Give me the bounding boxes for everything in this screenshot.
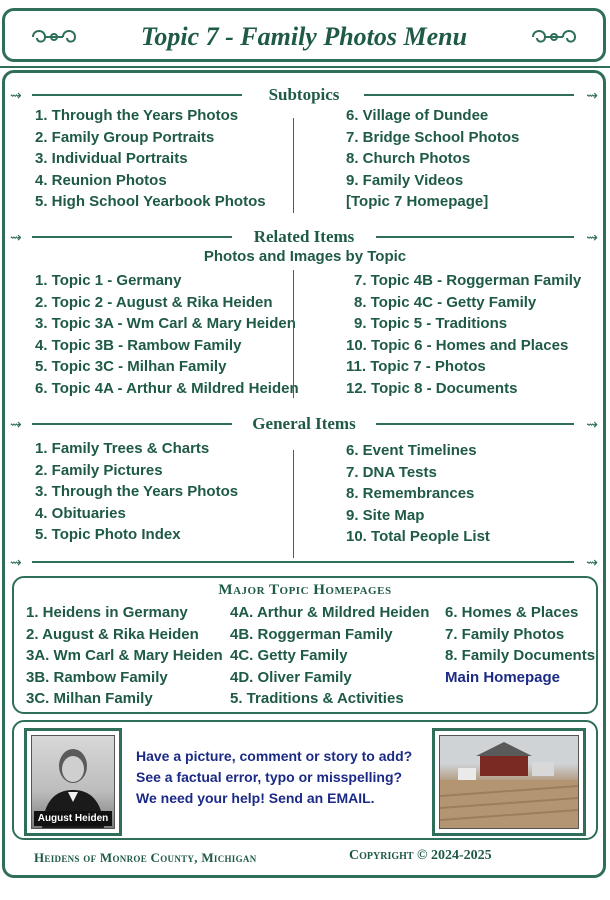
august-heiden-portrait — [24, 728, 122, 836]
title-banner — [2, 8, 606, 62]
topic-photo-link[interactable]: 12. Topic 8 - Documents — [346, 379, 518, 397]
general-link[interactable]: 2. Family Pictures — [35, 461, 163, 479]
major-topic-link[interactable]: 5. Traditions & Activities — [230, 690, 404, 707]
subtopic-link[interactable]: 8. Church Photos — [346, 150, 471, 167]
section-divider — [10, 552, 598, 572]
major-topic-link[interactable]: 3A. Wm Carl & Mary Heiden — [26, 647, 223, 664]
help-line: See a factual error, typo or misspelling? — [136, 769, 403, 785]
subtopic-link[interactable]: 9. Family Videos — [346, 171, 464, 189]
copyright: Copyright © 2024-2025 — [349, 848, 492, 863]
subtopics-left-list — [35, 105, 266, 213]
related-items-label: Related Items — [253, 227, 355, 246]
general-link[interactable]: 10. Total People List — [346, 528, 490, 545]
subtopics-right-list — [346, 105, 519, 213]
general-link[interactable]: 1. Family Trees & Charts — [35, 440, 210, 457]
topic-photo-link[interactable]: 9. Topic 5 - Traditions — [354, 315, 508, 332]
subtopic-link[interactable]: 1. Through the Years Photos — [35, 107, 239, 124]
topic-photo-link[interactable]: 7. Topic 4B - Roggerman Family — [354, 272, 582, 289]
topic-photo-link[interactable]: 11. Topic 7 - Photos — [346, 358, 486, 375]
major-topic-link[interactable]: 4C. Getty Family — [230, 647, 348, 664]
major-topic-link[interactable]: 8. Family Documents — [445, 647, 596, 664]
column-divider — [293, 450, 294, 558]
major-topic-link[interactable]: 3B. Rambow Family — [26, 668, 168, 686]
header-rule — [364, 94, 574, 96]
major-topic-link[interactable]: 4A. Arthur & Mildred Heiden — [230, 604, 430, 621]
topic-photo-link[interactable]: 3. Topic 3A - Wm Carl & Mary Heiden — [35, 315, 296, 332]
general-items-header — [10, 414, 598, 434]
arrow-left-icon: ⇝ — [10, 416, 22, 432]
general-link[interactable]: 5. Topic Photo Index — [35, 526, 181, 543]
major-topic-link[interactable]: 6. Homes & Places — [445, 604, 579, 621]
subtopic-link[interactable]: 7. Bridge School Photos — [346, 128, 520, 146]
topic-photo-link[interactable]: 5. Topic 3C - Milhan Family — [35, 358, 227, 375]
related-left-list — [35, 270, 299, 399]
subtopic-link[interactable]: 6. Village of Dundee — [346, 107, 489, 124]
subtopic-link[interactable]: 3. Individual Portraits — [35, 150, 188, 167]
topic7-homepage-link[interactable]: [Topic 7 Homepage] — [346, 193, 489, 210]
contribute-message — [136, 746, 412, 809]
arrow-left-icon: ⇝ — [10, 87, 22, 103]
header-divider — [0, 66, 610, 68]
subtopic-link[interactable]: 4. Reunion Photos — [35, 171, 167, 189]
topic-photo-link[interactable]: 2. Topic 2 - August & Rika Heiden — [35, 293, 273, 311]
related-subheading: Photos and Images by Topic — [203, 248, 407, 265]
arrow-right-icon: ⇝ — [586, 229, 598, 245]
major-col-2 — [230, 602, 429, 710]
right-scroll-ornament-icon — [529, 25, 579, 49]
major-topics-title: Major Topic Homepages — [218, 582, 392, 598]
topic-photo-link[interactable]: 6. Topic 4A - Arthur & Mildred Heiden — [35, 379, 299, 397]
major-topic-link[interactable]: 3C. Milhan Family — [26, 690, 153, 707]
arrow-left-icon: ⇝ — [10, 554, 22, 570]
portrait-image — [31, 735, 115, 829]
general-link[interactable]: 7. DNA Tests — [346, 463, 437, 481]
related-items-header — [10, 227, 598, 247]
farm-image — [439, 735, 579, 829]
arrow-left-icon: ⇝ — [10, 229, 22, 245]
arrow-right-icon: ⇝ — [586, 554, 598, 570]
topic-photo-link[interactable]: 1. Topic 1 - Germany — [35, 272, 182, 289]
header-rule — [376, 236, 574, 238]
site-name: Heidens of Monroe County, Michigan — [34, 850, 257, 865]
arrow-right-icon: ⇝ — [586, 87, 598, 103]
arrow-right-icon: ⇝ — [586, 416, 598, 432]
farm-photo — [432, 728, 586, 836]
general-link[interactable]: 6. Event Timelines — [346, 442, 477, 459]
major-topics-panel — [12, 576, 598, 714]
major-col-1 — [26, 602, 223, 710]
general-link[interactable]: 3. Through the Years Photos — [35, 483, 239, 500]
subtopics-label: Subtopics — [268, 85, 340, 104]
related-right-list — [346, 270, 582, 399]
major-topic-link[interactable]: 4D. Oliver Family — [230, 668, 352, 686]
subtopics-header — [10, 85, 598, 105]
contribute-panel — [12, 720, 598, 840]
topic-photo-link[interactable]: 4. Topic 3B - Rambow Family — [35, 336, 242, 354]
main-homepage-link[interactable]: Main Homepage — [445, 668, 561, 686]
major-topic-link[interactable]: 2. August & Rika Heiden — [26, 625, 199, 643]
topic-photo-link[interactable]: 10. Topic 6 - Homes and Places — [346, 336, 569, 354]
general-link[interactable]: 9. Site Map — [346, 506, 425, 524]
portrait-caption: August Heiden — [34, 811, 112, 826]
topic-photo-link[interactable]: 8. Topic 4C - Getty Family — [354, 293, 537, 311]
farm-scene-icon — [440, 736, 578, 828]
major-topic-link[interactable]: 7. Family Photos — [445, 625, 565, 643]
subtopic-link[interactable]: 2. Family Group Portraits — [35, 128, 215, 146]
page-title: Topic 7 - Family Photos Menu — [140, 22, 468, 51]
email-link[interactable]: We need your help! Send an EMAIL. — [136, 790, 375, 806]
general-items-label: General Items — [252, 414, 356, 433]
major-topic-link[interactable]: 4B. Roggerman Family — [230, 625, 393, 643]
general-link[interactable]: 8. Remembrances — [346, 485, 475, 502]
header-rule — [32, 561, 574, 563]
subtopic-link[interactable]: 5. High School Yearbook Photos — [35, 193, 266, 210]
major-topic-link[interactable]: 1. Heidens in Germany — [26, 604, 188, 621]
column-divider — [293, 118, 294, 213]
general-right-list — [346, 440, 490, 548]
header-rule — [376, 423, 574, 425]
major-col-3 — [445, 602, 595, 688]
general-left-list — [35, 438, 238, 546]
column-divider — [293, 270, 294, 398]
general-link[interactable]: 4. Obituaries — [35, 504, 126, 522]
help-line: Have a picture, comment or story to add? — [136, 748, 413, 764]
